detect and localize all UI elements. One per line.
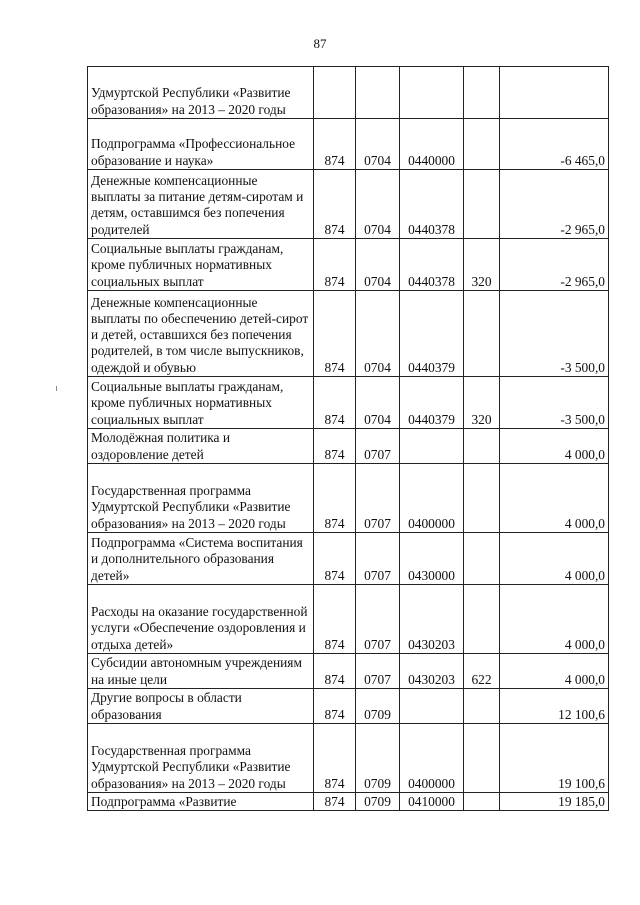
expense-type-cell: 320	[464, 239, 500, 291]
code-cell	[314, 67, 356, 119]
row-name-cell: Социальные выплаты гражданам, кроме публичных нормативных социальных выплат	[88, 239, 314, 291]
expense-type-cell	[464, 429, 500, 464]
section-cell: 0707	[356, 585, 400, 654]
code-cell: 874	[314, 533, 356, 585]
table-row	[88, 585, 609, 654]
target-article-cell: 0430203	[400, 585, 464, 654]
expense-type-cell	[464, 689, 500, 724]
row-name-cell: Удмуртской Республики «Развитие образования» на 2013 – 2020 годы	[88, 67, 314, 119]
expense-type-cell	[464, 67, 500, 119]
expense-type-cell	[464, 793, 500, 811]
section-cell: 0704	[356, 377, 400, 429]
row-name-cell: Социальные выплаты гражданам, кроме публичных нормативных социальных выплат	[88, 377, 314, 429]
row-name-cell: Денежные компенсационные выплаты за питание детям-сиротам и детям, оставшимся без попечения родителей	[88, 170, 314, 239]
section-cell: 0707	[356, 464, 400, 533]
scan-artifact-mark	[56, 386, 57, 391]
budget-table	[87, 66, 609, 811]
row-name-cell: Денежные компенсационные выплаты по обеспечению детей-сирот и детей, оставшихся без попечения родителей, в том числе выпускников, одеждой и обувью	[88, 291, 314, 377]
target-article-cell: 0440378	[400, 170, 464, 239]
expense-type-cell: 320	[464, 377, 500, 429]
expense-type-cell	[464, 291, 500, 377]
expense-type-cell	[464, 119, 500, 170]
amount-cell: -2 965,0	[500, 239, 609, 291]
code-cell: 874	[314, 429, 356, 464]
table-row	[88, 533, 609, 585]
section-cell: 0704	[356, 291, 400, 377]
target-article-cell: 0430203	[400, 654, 464, 689]
expense-type-cell	[464, 533, 500, 585]
amount-cell: -3 500,0	[500, 377, 609, 429]
amount-cell: -6 465,0	[500, 119, 609, 170]
section-cell: 0709	[356, 793, 400, 811]
amount-cell: 4 000,0	[500, 654, 609, 689]
code-cell: 874	[314, 793, 356, 811]
target-article-cell: 0440379	[400, 291, 464, 377]
row-name-cell: Расходы на оказание государственной услуги «Обеспечение оздоровления и отдыха детей»	[88, 585, 314, 654]
target-article-cell	[400, 67, 464, 119]
amount-cell	[500, 67, 609, 119]
amount-cell: -3 500,0	[500, 291, 609, 377]
target-article-cell: 0410000	[400, 793, 464, 811]
row-name-cell: Подпрограмма «Система воспитания и дополнительного образования детей»	[88, 533, 314, 585]
row-name-cell: Молодёжная политика и оздоровление детей	[88, 429, 314, 464]
table-row	[88, 119, 609, 170]
code-cell: 874	[314, 464, 356, 533]
amount-cell: 19 100,6	[500, 724, 609, 793]
table-row	[88, 689, 609, 724]
table-row	[88, 170, 609, 239]
table-row	[88, 724, 609, 793]
row-name-cell: Государственная программа Удмуртской Республики «Развитие образования» на 2013 – 2020 годы	[88, 464, 314, 533]
target-article-cell: 0400000	[400, 464, 464, 533]
code-cell: 874	[314, 689, 356, 724]
code-cell: 874	[314, 239, 356, 291]
expense-type-cell	[464, 464, 500, 533]
code-cell: 874	[314, 291, 356, 377]
target-article-cell	[400, 689, 464, 724]
section-cell	[356, 67, 400, 119]
code-cell: 874	[314, 585, 356, 654]
row-name-cell: Подпрограмма «Развитие	[88, 793, 314, 811]
section-cell: 0707	[356, 533, 400, 585]
amount-cell: 4 000,0	[500, 429, 609, 464]
amount-cell: 12 100,6	[500, 689, 609, 724]
table-row	[88, 377, 609, 429]
amount-cell: 4 000,0	[500, 464, 609, 533]
target-article-cell: 0400000	[400, 724, 464, 793]
section-cell: 0707	[356, 429, 400, 464]
amount-cell: 4 000,0	[500, 585, 609, 654]
expense-type-cell	[464, 170, 500, 239]
row-name-cell: Субсидии автономным учреждениям на иные цели	[88, 654, 314, 689]
code-cell: 874	[314, 654, 356, 689]
target-article-cell: 0440378	[400, 239, 464, 291]
table-row	[88, 654, 609, 689]
section-cell: 0704	[356, 170, 400, 239]
table-row	[88, 239, 609, 291]
section-cell: 0707	[356, 654, 400, 689]
amount-cell: -2 965,0	[500, 170, 609, 239]
table-row	[88, 793, 609, 811]
table-row	[88, 67, 609, 119]
page-number: 87	[313, 36, 327, 51]
code-cell: 874	[314, 724, 356, 793]
amount-cell: 4 000,0	[500, 533, 609, 585]
table-row	[88, 429, 609, 464]
row-name-cell: Государственная программа Удмуртской Республики «Развитие образования» на 2013 – 2020 годы	[88, 724, 314, 793]
expense-type-cell: 622	[464, 654, 500, 689]
row-name-cell: Другие вопросы в области образования	[88, 689, 314, 724]
target-article-cell: 0440379	[400, 377, 464, 429]
target-article-cell: 0430000	[400, 533, 464, 585]
target-article-cell: 0440000	[400, 119, 464, 170]
amount-cell: 19 185,0	[500, 793, 609, 811]
table-row	[88, 291, 609, 377]
code-cell: 874	[314, 119, 356, 170]
code-cell: 874	[314, 170, 356, 239]
row-name-cell: Подпрограмма «Профессиональное образование и наука»	[88, 119, 314, 170]
code-cell: 874	[314, 377, 356, 429]
section-cell: 0709	[356, 689, 400, 724]
section-cell: 0704	[356, 239, 400, 291]
section-cell: 0709	[356, 724, 400, 793]
expense-type-cell	[464, 724, 500, 793]
target-article-cell	[400, 429, 464, 464]
section-cell: 0704	[356, 119, 400, 170]
table-row	[88, 464, 609, 533]
expense-type-cell	[464, 585, 500, 654]
